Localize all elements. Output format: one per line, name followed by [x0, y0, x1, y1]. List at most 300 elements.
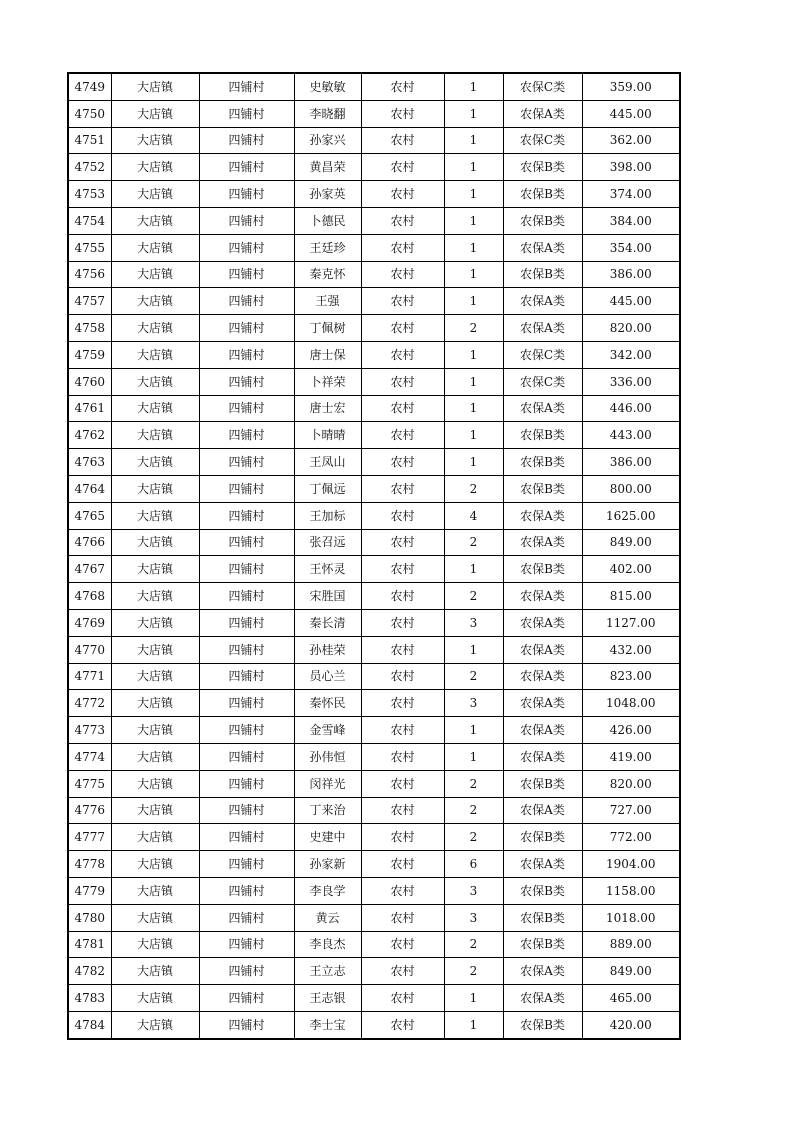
name-cell: 卜德民	[294, 207, 361, 234]
town-cell: 大店镇	[111, 234, 199, 261]
table-row	[68, 449, 680, 476]
name-cell: 唐士宏	[294, 395, 361, 422]
insurance-category-cell: 农保A类	[503, 288, 582, 315]
household-type-cell: 农村	[361, 315, 444, 342]
town-cell: 大店镇	[111, 824, 199, 851]
table-row	[68, 288, 680, 315]
village-cell: 四铺村	[199, 877, 294, 904]
town-cell: 大店镇	[111, 341, 199, 368]
insurance-category-cell: 农保A类	[503, 663, 582, 690]
name-cell: 孙伟恒	[294, 743, 361, 770]
record-number-cell: 4773	[68, 717, 111, 744]
amount-cell: 398.00	[582, 154, 680, 181]
amount-cell: 426.00	[582, 717, 680, 744]
record-number-cell: 4772	[68, 690, 111, 717]
insurance-category-cell: 农保B类	[503, 422, 582, 449]
name-cell: 史建中	[294, 824, 361, 851]
record-number-cell: 4778	[68, 851, 111, 878]
household-type-cell: 农村	[361, 154, 444, 181]
town-cell: 大店镇	[111, 583, 199, 610]
insurance-category-cell: 农保C类	[503, 341, 582, 368]
table-row	[68, 73, 680, 100]
member-count-cell: 1	[444, 127, 503, 154]
member-count-cell: 2	[444, 797, 503, 824]
town-cell: 大店镇	[111, 502, 199, 529]
table-row	[68, 261, 680, 288]
member-count-cell: 2	[444, 583, 503, 610]
member-count-cell: 2	[444, 958, 503, 985]
table-row	[68, 422, 680, 449]
village-cell: 四铺村	[199, 100, 294, 127]
amount-cell: 336.00	[582, 368, 680, 395]
record-number-cell: 4764	[68, 475, 111, 502]
table-row	[68, 663, 680, 690]
village-cell: 四铺村	[199, 797, 294, 824]
member-count-cell: 1	[444, 395, 503, 422]
village-cell: 四铺村	[199, 422, 294, 449]
village-cell: 四铺村	[199, 904, 294, 931]
record-number-cell: 4749	[68, 73, 111, 100]
record-number-cell: 4769	[68, 609, 111, 636]
village-cell: 四铺村	[199, 449, 294, 476]
village-cell: 四铺村	[199, 288, 294, 315]
name-cell: 孙家兴	[294, 127, 361, 154]
amount-cell: 889.00	[582, 931, 680, 958]
table-row	[68, 341, 680, 368]
insurance-category-cell: 农保C类	[503, 127, 582, 154]
amount-cell: 354.00	[582, 234, 680, 261]
table-row	[68, 529, 680, 556]
table-row	[68, 583, 680, 610]
town-cell: 大店镇	[111, 877, 199, 904]
member-count-cell: 3	[444, 904, 503, 931]
name-cell: 丁佩树	[294, 315, 361, 342]
insurance-category-cell: 农保A类	[503, 315, 582, 342]
insurance-category-cell: 农保B类	[503, 877, 582, 904]
amount-cell: 1048.00	[582, 690, 680, 717]
member-count-cell: 3	[444, 609, 503, 636]
record-number-cell: 4755	[68, 234, 111, 261]
town-cell: 大店镇	[111, 181, 199, 208]
household-type-cell: 农村	[361, 341, 444, 368]
table-row	[68, 877, 680, 904]
town-cell: 大店镇	[111, 127, 199, 154]
table-row	[68, 127, 680, 154]
member-count-cell: 1	[444, 288, 503, 315]
household-type-cell: 农村	[361, 636, 444, 663]
household-type-cell: 农村	[361, 368, 444, 395]
village-cell: 四铺村	[199, 770, 294, 797]
amount-cell: 1127.00	[582, 609, 680, 636]
table-row	[68, 717, 680, 744]
village-cell: 四铺村	[199, 127, 294, 154]
household-type-cell: 农村	[361, 127, 444, 154]
record-number-cell: 4781	[68, 931, 111, 958]
village-cell: 四铺村	[199, 609, 294, 636]
insurance-category-cell: 农保A类	[503, 851, 582, 878]
record-number-cell: 4750	[68, 100, 111, 127]
town-cell: 大店镇	[111, 690, 199, 717]
household-type-cell: 农村	[361, 824, 444, 851]
amount-cell: 1158.00	[582, 877, 680, 904]
name-cell: 李良杰	[294, 931, 361, 958]
table-row	[68, 636, 680, 663]
table-row	[68, 958, 680, 985]
record-number-cell: 4766	[68, 529, 111, 556]
amount-cell: 342.00	[582, 341, 680, 368]
household-type-cell: 农村	[361, 234, 444, 261]
amount-cell: 402.00	[582, 556, 680, 583]
amount-cell: 386.00	[582, 261, 680, 288]
member-count-cell: 1	[444, 73, 503, 100]
record-number-cell: 4775	[68, 770, 111, 797]
record-number-cell: 4767	[68, 556, 111, 583]
name-cell: 黄云	[294, 904, 361, 931]
record-number-cell: 4771	[68, 663, 111, 690]
town-cell: 大店镇	[111, 207, 199, 234]
name-cell: 王怀灵	[294, 556, 361, 583]
village-cell: 四铺村	[199, 154, 294, 181]
village-cell: 四铺村	[199, 368, 294, 395]
record-number-cell: 4762	[68, 422, 111, 449]
insurance-category-cell: 农保B类	[503, 931, 582, 958]
insurance-category-cell: 农保C类	[503, 368, 582, 395]
table-row	[68, 100, 680, 127]
household-type-cell: 农村	[361, 529, 444, 556]
table-row	[68, 824, 680, 851]
name-cell: 金雪峰	[294, 717, 361, 744]
name-cell: 卜晴晴	[294, 422, 361, 449]
amount-cell: 362.00	[582, 127, 680, 154]
insurance-category-cell: 农保B类	[503, 207, 582, 234]
amount-cell: 443.00	[582, 422, 680, 449]
member-count-cell: 1	[444, 636, 503, 663]
town-cell: 大店镇	[111, 985, 199, 1012]
amount-cell: 445.00	[582, 288, 680, 315]
household-type-cell: 农村	[361, 288, 444, 315]
record-number-cell: 4777	[68, 824, 111, 851]
name-cell: 王加标	[294, 502, 361, 529]
town-cell: 大店镇	[111, 636, 199, 663]
village-cell: 四铺村	[199, 663, 294, 690]
village-cell: 四铺村	[199, 502, 294, 529]
name-cell: 丁佩远	[294, 475, 361, 502]
member-count-cell: 2	[444, 931, 503, 958]
insurance-category-cell: 农保A类	[503, 690, 582, 717]
village-cell: 四铺村	[199, 985, 294, 1012]
name-cell: 王志银	[294, 985, 361, 1012]
insurance-category-cell: 农保A类	[503, 636, 582, 663]
insurance-category-cell: 农保B类	[503, 904, 582, 931]
insurance-category-cell: 农保C类	[503, 73, 582, 100]
table-row	[68, 743, 680, 770]
village-cell: 四铺村	[199, 207, 294, 234]
household-type-cell: 农村	[361, 395, 444, 422]
member-count-cell: 1	[444, 100, 503, 127]
name-cell: 闵祥光	[294, 770, 361, 797]
name-cell: 秦长清	[294, 609, 361, 636]
name-cell: 黄昌荣	[294, 154, 361, 181]
member-count-cell: 1	[444, 449, 503, 476]
member-count-cell: 2	[444, 663, 503, 690]
name-cell: 王立志	[294, 958, 361, 985]
town-cell: 大店镇	[111, 422, 199, 449]
table-row	[68, 851, 680, 878]
name-cell: 孙桂荣	[294, 636, 361, 663]
amount-cell: 849.00	[582, 529, 680, 556]
member-count-cell: 2	[444, 770, 503, 797]
table-row	[68, 502, 680, 529]
town-cell: 大店镇	[111, 368, 199, 395]
record-number-cell: 4760	[68, 368, 111, 395]
village-cell: 四铺村	[199, 315, 294, 342]
village-cell: 四铺村	[199, 583, 294, 610]
town-cell: 大店镇	[111, 73, 199, 100]
table-row	[68, 985, 680, 1012]
insurance-category-cell: 农保B类	[503, 475, 582, 502]
member-count-cell: 1	[444, 207, 503, 234]
town-cell: 大店镇	[111, 395, 199, 422]
name-cell: 李士宝	[294, 1011, 361, 1038]
table-row	[68, 690, 680, 717]
village-cell: 四铺村	[199, 636, 294, 663]
household-type-cell: 农村	[361, 663, 444, 690]
household-type-cell: 农村	[361, 931, 444, 958]
household-type-cell: 农村	[361, 449, 444, 476]
household-type-cell: 农村	[361, 743, 444, 770]
member-count-cell: 1	[444, 368, 503, 395]
town-cell: 大店镇	[111, 288, 199, 315]
town-cell: 大店镇	[111, 261, 199, 288]
amount-cell: 772.00	[582, 824, 680, 851]
name-cell: 李良学	[294, 877, 361, 904]
household-type-cell: 农村	[361, 502, 444, 529]
name-cell: 史敏敏	[294, 73, 361, 100]
name-cell: 王凤山	[294, 449, 361, 476]
table-row	[68, 1011, 680, 1038]
amount-cell: 820.00	[582, 315, 680, 342]
member-count-cell: 1	[444, 743, 503, 770]
village-cell: 四铺村	[199, 851, 294, 878]
amount-cell: 384.00	[582, 207, 680, 234]
table-row	[68, 475, 680, 502]
record-number-cell: 4782	[68, 958, 111, 985]
insurance-category-cell: 农保B类	[503, 770, 582, 797]
village-cell: 四铺村	[199, 958, 294, 985]
town-cell: 大店镇	[111, 717, 199, 744]
record-number-cell: 4774	[68, 743, 111, 770]
record-number-cell: 4756	[68, 261, 111, 288]
amount-cell: 820.00	[582, 770, 680, 797]
insurance-category-cell: 农保A类	[503, 583, 582, 610]
member-count-cell: 1	[444, 234, 503, 261]
member-count-cell: 3	[444, 877, 503, 904]
town-cell: 大店镇	[111, 154, 199, 181]
household-type-cell: 农村	[361, 770, 444, 797]
member-count-cell: 1	[444, 181, 503, 208]
amount-cell: 419.00	[582, 743, 680, 770]
table-row	[68, 797, 680, 824]
name-cell: 员心兰	[294, 663, 361, 690]
name-cell: 王廷珍	[294, 234, 361, 261]
village-cell: 四铺村	[199, 529, 294, 556]
insurance-category-cell: 农保B类	[503, 556, 582, 583]
insurance-category-cell: 农保B类	[503, 1011, 582, 1038]
town-cell: 大店镇	[111, 100, 199, 127]
record-number-cell: 4784	[68, 1011, 111, 1038]
member-count-cell: 1	[444, 556, 503, 583]
name-cell: 张召远	[294, 529, 361, 556]
member-count-cell: 2	[444, 315, 503, 342]
name-cell: 孙家英	[294, 181, 361, 208]
roster-body	[68, 73, 680, 1039]
village-cell: 四铺村	[199, 73, 294, 100]
village-cell: 四铺村	[199, 717, 294, 744]
table-row	[68, 181, 680, 208]
insurance-category-cell: 农保A类	[503, 529, 582, 556]
household-type-cell: 农村	[361, 181, 444, 208]
member-count-cell: 1	[444, 341, 503, 368]
amount-cell: 420.00	[582, 1011, 680, 1038]
name-cell: 王强	[294, 288, 361, 315]
household-type-cell: 农村	[361, 207, 444, 234]
record-number-cell: 4779	[68, 877, 111, 904]
member-count-cell: 2	[444, 475, 503, 502]
table-row	[68, 368, 680, 395]
record-number-cell: 4753	[68, 181, 111, 208]
record-number-cell: 4757	[68, 288, 111, 315]
record-number-cell: 4770	[68, 636, 111, 663]
name-cell: 丁来治	[294, 797, 361, 824]
amount-cell: 815.00	[582, 583, 680, 610]
amount-cell: 1904.00	[582, 851, 680, 878]
household-type-cell: 农村	[361, 261, 444, 288]
insurance-category-cell: 农保A类	[503, 502, 582, 529]
member-count-cell: 2	[444, 824, 503, 851]
village-cell: 四铺村	[199, 181, 294, 208]
record-number-cell: 4758	[68, 315, 111, 342]
name-cell: 秦怀民	[294, 690, 361, 717]
household-type-cell: 农村	[361, 556, 444, 583]
record-number-cell: 4768	[68, 583, 111, 610]
table-row	[68, 234, 680, 261]
village-cell: 四铺村	[199, 824, 294, 851]
household-type-cell: 农村	[361, 904, 444, 931]
village-cell: 四铺村	[199, 261, 294, 288]
amount-cell: 432.00	[582, 636, 680, 663]
amount-cell: 1018.00	[582, 904, 680, 931]
member-count-cell: 3	[444, 690, 503, 717]
amount-cell: 465.00	[582, 985, 680, 1012]
insurance-category-cell: 农保B类	[503, 154, 582, 181]
town-cell: 大店镇	[111, 770, 199, 797]
town-cell: 大店镇	[111, 851, 199, 878]
household-type-cell: 农村	[361, 877, 444, 904]
insurance-category-cell: 农保A类	[503, 395, 582, 422]
amount-cell: 823.00	[582, 663, 680, 690]
town-cell: 大店镇	[111, 609, 199, 636]
village-cell: 四铺村	[199, 931, 294, 958]
town-cell: 大店镇	[111, 904, 199, 931]
record-number-cell: 4780	[68, 904, 111, 931]
town-cell: 大店镇	[111, 529, 199, 556]
record-number-cell: 4763	[68, 449, 111, 476]
insurance-category-cell: 农保B类	[503, 449, 582, 476]
household-type-cell: 农村	[361, 422, 444, 449]
insurance-category-cell: 农保B类	[503, 824, 582, 851]
member-count-cell: 1	[444, 154, 503, 181]
household-type-cell: 农村	[361, 1011, 444, 1038]
amount-cell: 727.00	[582, 797, 680, 824]
name-cell: 孙家新	[294, 851, 361, 878]
town-cell: 大店镇	[111, 743, 199, 770]
amount-cell: 359.00	[582, 73, 680, 100]
insurance-category-cell: 农保A类	[503, 234, 582, 261]
town-cell: 大店镇	[111, 797, 199, 824]
record-number-cell: 4761	[68, 395, 111, 422]
insurance-category-cell: 农保A类	[503, 100, 582, 127]
record-number-cell: 4765	[68, 502, 111, 529]
amount-cell: 374.00	[582, 181, 680, 208]
household-type-cell: 农村	[361, 609, 444, 636]
household-type-cell: 农村	[361, 690, 444, 717]
household-type-cell: 农村	[361, 100, 444, 127]
amount-cell: 445.00	[582, 100, 680, 127]
table-row	[68, 556, 680, 583]
name-cell: 宋胜国	[294, 583, 361, 610]
table-row	[68, 154, 680, 181]
household-type-cell: 农村	[361, 583, 444, 610]
village-cell: 四铺村	[199, 395, 294, 422]
member-count-cell: 1	[444, 261, 503, 288]
record-number-cell: 4776	[68, 797, 111, 824]
household-type-cell: 农村	[361, 797, 444, 824]
town-cell: 大店镇	[111, 663, 199, 690]
member-count-cell: 1	[444, 717, 503, 744]
household-type-cell: 农村	[361, 73, 444, 100]
table-row	[68, 904, 680, 931]
roster-table	[67, 72, 681, 1040]
household-type-cell: 农村	[361, 851, 444, 878]
village-cell: 四铺村	[199, 1011, 294, 1038]
table-row	[68, 609, 680, 636]
member-count-cell: 4	[444, 502, 503, 529]
member-count-cell: 1	[444, 422, 503, 449]
table-row	[68, 395, 680, 422]
amount-cell: 1625.00	[582, 502, 680, 529]
town-cell: 大店镇	[111, 1011, 199, 1038]
household-type-cell: 农村	[361, 475, 444, 502]
table-row	[68, 315, 680, 342]
insurance-category-cell: 农保A类	[503, 743, 582, 770]
insurance-category-cell: 农保B类	[503, 181, 582, 208]
name-cell: 唐士保	[294, 341, 361, 368]
town-cell: 大店镇	[111, 931, 199, 958]
amount-cell: 446.00	[582, 395, 680, 422]
amount-cell: 849.00	[582, 958, 680, 985]
record-number-cell: 4759	[68, 341, 111, 368]
amount-cell: 800.00	[582, 475, 680, 502]
town-cell: 大店镇	[111, 449, 199, 476]
record-number-cell: 4754	[68, 207, 111, 234]
village-cell: 四铺村	[199, 341, 294, 368]
record-number-cell: 4752	[68, 154, 111, 181]
name-cell: 李晓翻	[294, 100, 361, 127]
household-type-cell: 农村	[361, 958, 444, 985]
name-cell: 秦克怀	[294, 261, 361, 288]
village-cell: 四铺村	[199, 690, 294, 717]
village-cell: 四铺村	[199, 234, 294, 261]
